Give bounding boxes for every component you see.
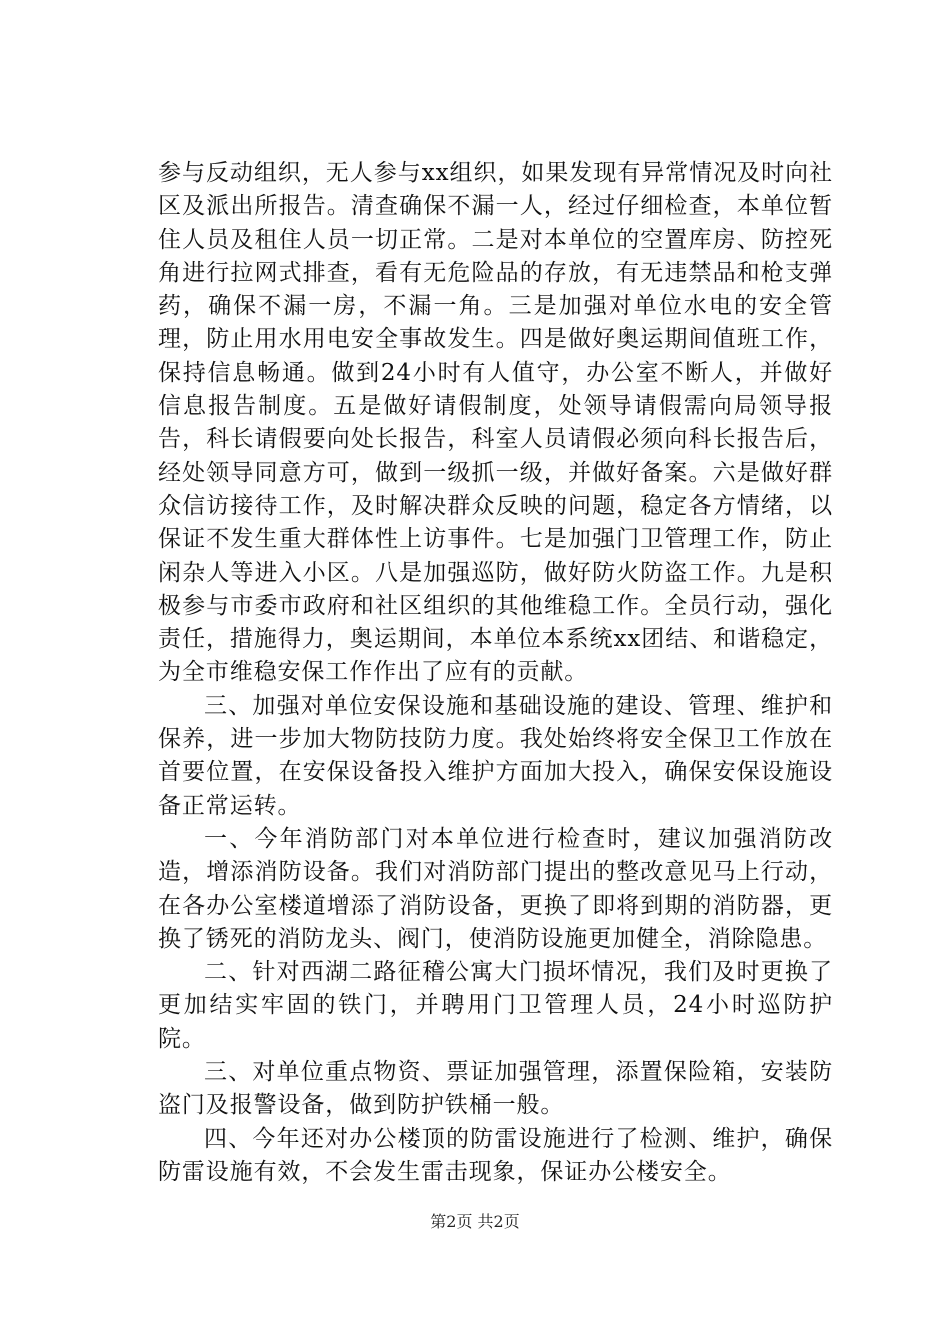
paragraph-2: 三、加强对单位安保设施和基础设施的建设、管理、维护和保养，进一步加大物防技防力度。我处始终将安全保卫工作放在首要位置，在安保设备投入维护方面加大投入，确保安保设施设备正常运转。	[158, 692, 833, 819]
paragraph-6: 四、今年还对办公楼顶的防雷设施进行了检测、维护，确保防雷设施有效，不会发生雷击现象，保证办公楼安全。	[158, 1125, 833, 1185]
document-body	[158, 157, 833, 1189]
page-footer: 第2页 共2页	[430, 1212, 520, 1231]
paragraph-1: 参与反动组织，无人参与xx组织，如果发现有异常情况及时向社区及派出所报告。清查确保不漏一人，经过仔细检查，本单位暂住人员及租住人员一切正常。二是对本单位的空置库房、防控死角进行拉网式排查，看有无危险品的存放，有无违禁品和枪支弹药，确保不漏一房，不漏一角。三是加强对单位水电的安全管理，防止用水用电安全事故发生。四是做好奥运期间值班工作，保持信息畅通。做到24小时有人值守，办公室不断人，并做好信息报告制度。五是做好请假制度，处领导请假需向局领导报告，科长请假要向处长报告，科室人员请假必须向科长报告后，经处领导同意方可，做到一级抓一级，并做好备案。六是做好群众信访接待工作，及时解决群众反映的问题，稳定各方情绪，以保证不发生重大群体性上访事件。七是加强门卫管理工作，防止闲杂人等进入小区。八是加强巡防，做好防火防盗工作。九是积极参与市委市政府和社区组织的其他维稳工作。全员行动，强化责任，措施得力，奥运期间，本单位本系统xx团结、和谐稳定，为全市维稳安保工作作出了应有的贡献。	[158, 160, 833, 686]
paragraph-5: 三、对单位重点物资、票证加强管理，添置保险箱，安装防盗门及报警设备，做到防护铁桶一般。	[158, 1059, 833, 1119]
paragraph-4: 二、针对西湖二路征稽公寓大门损坏情况，我们及时更换了更加结实牢固的铁门，并聘用门卫管理人员，24小时巡防护院。	[158, 959, 833, 1052]
paragraph-3: 一、今年消防部门对本单位进行检查时，建议加强消防改造，增添消防设备。我们对消防部门提出的整改意见马上行动，在各办公室楼道增添了消防设备，更换了即将到期的消防器，更换了锈死的消防龙头、阀门，使消防设施更加健全，消除隐患。	[158, 825, 833, 952]
